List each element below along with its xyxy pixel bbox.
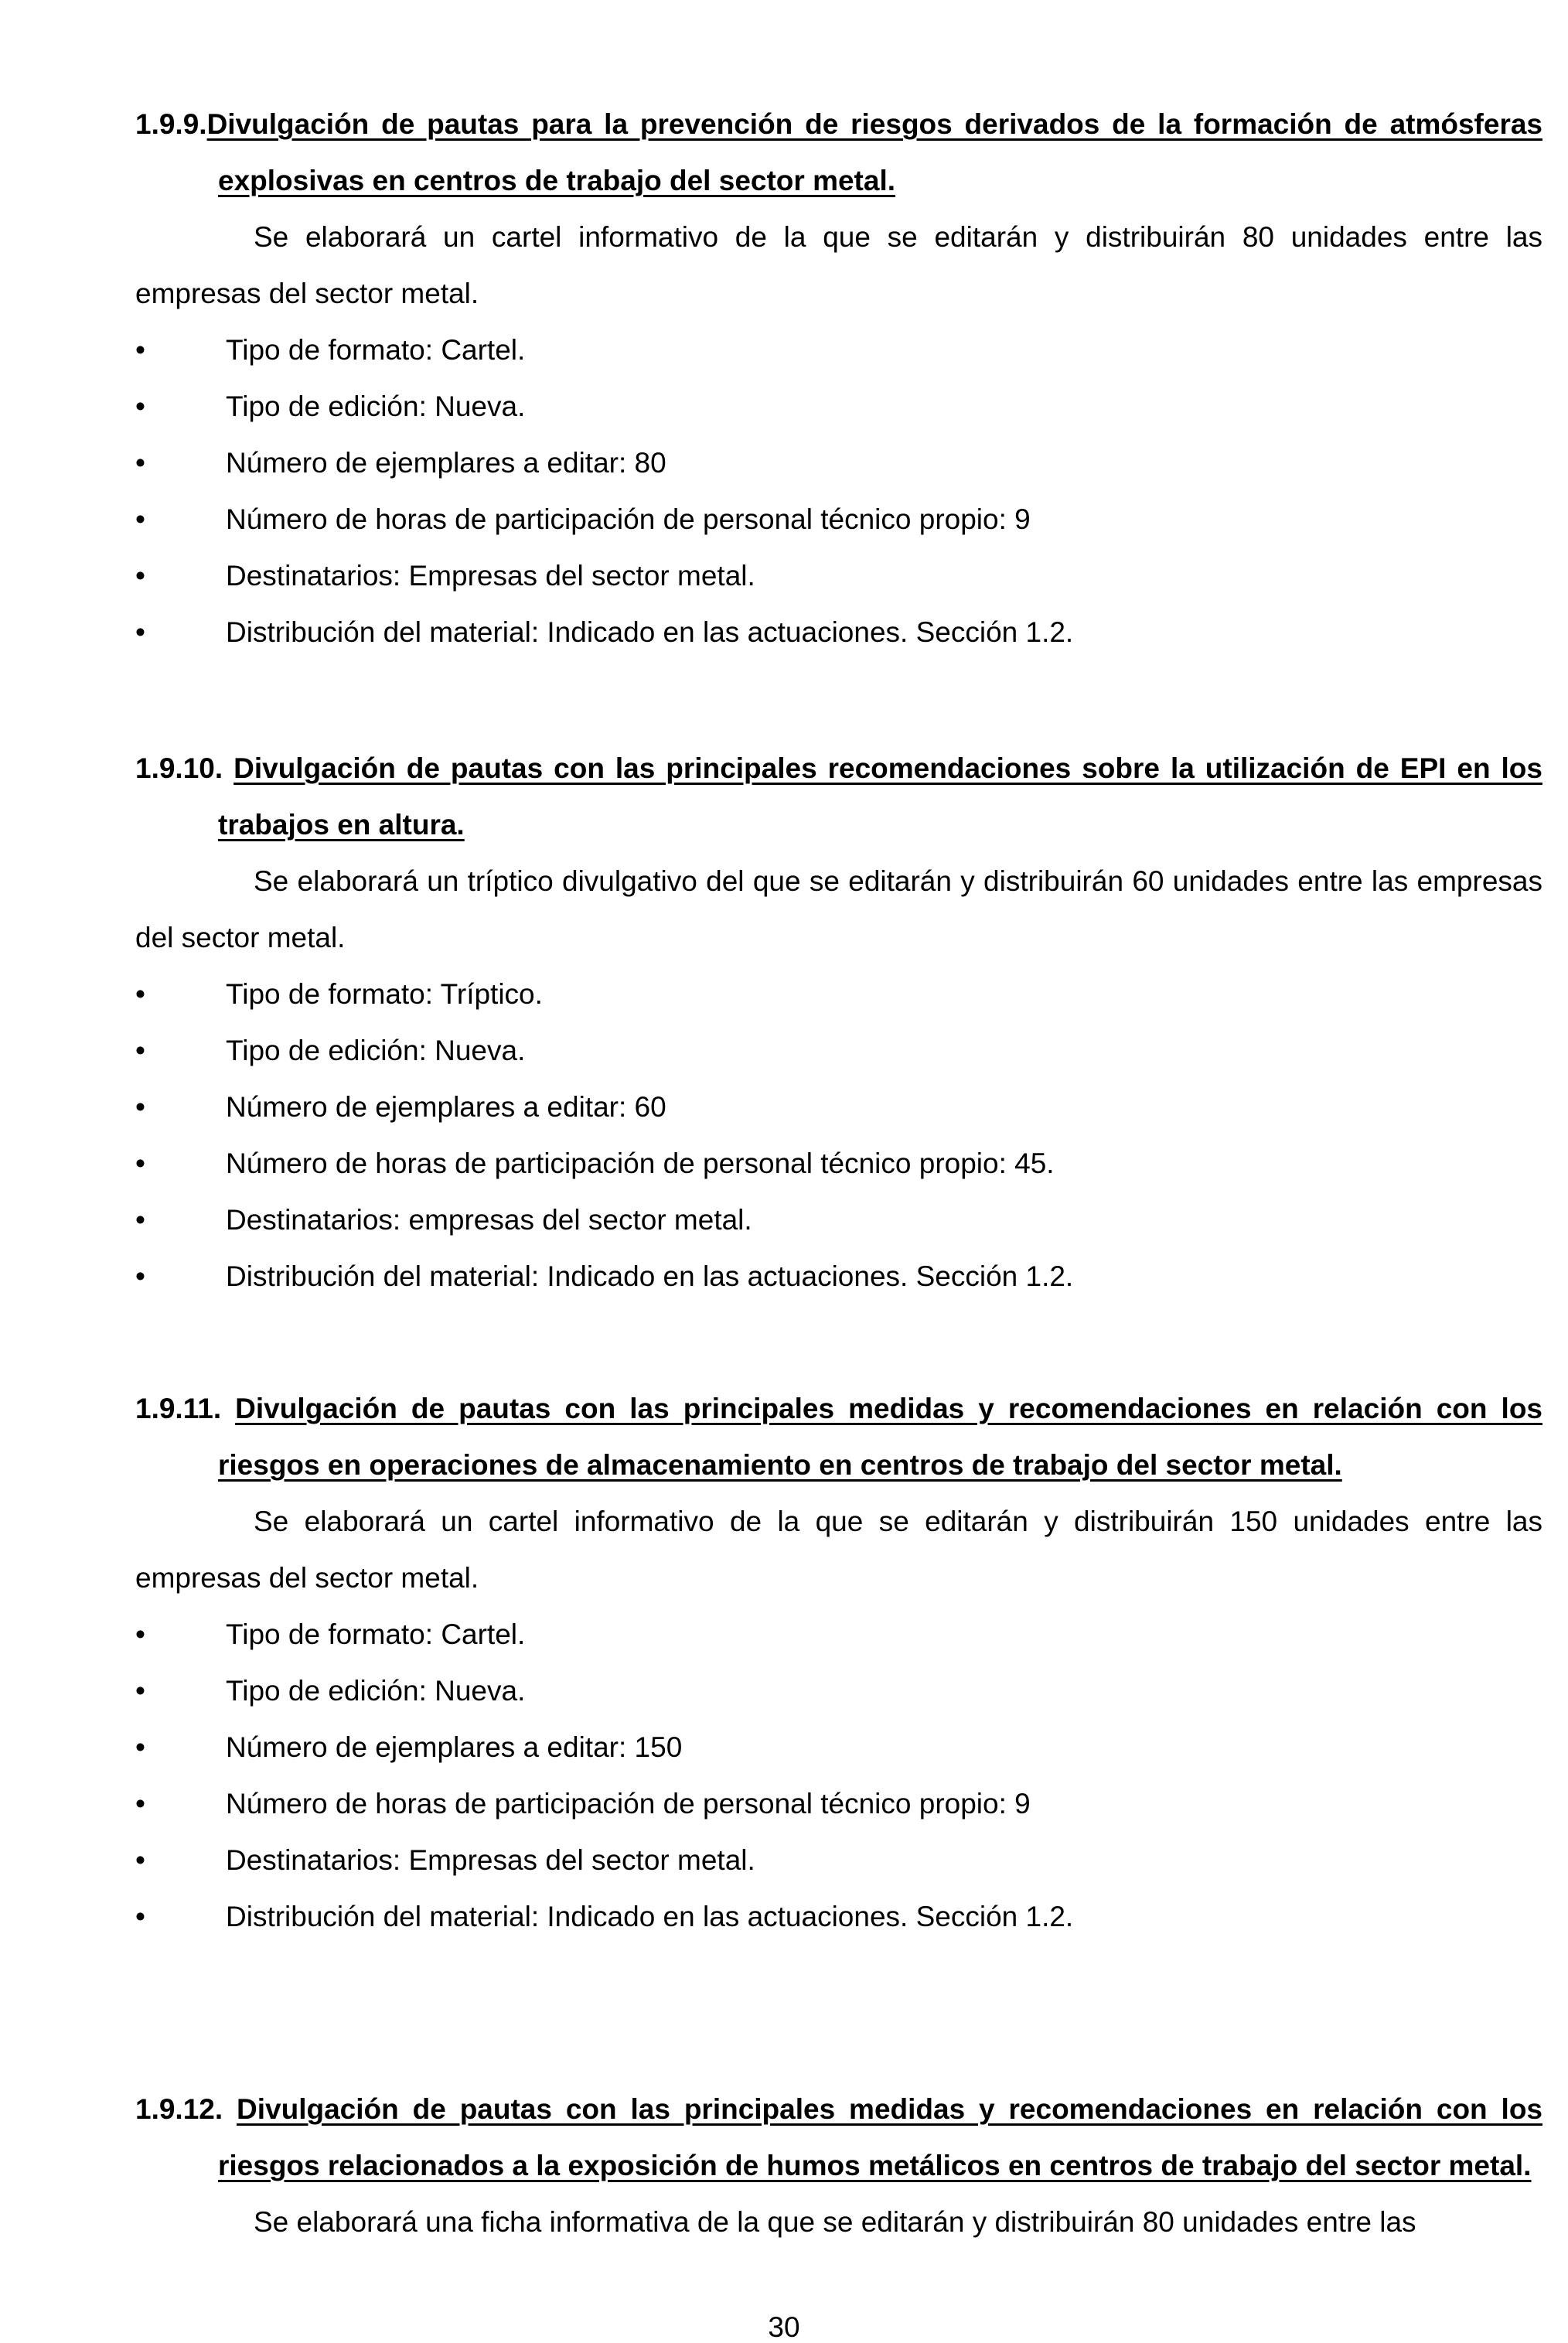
list-item: • Tipo de edición: Nueva. [135, 1022, 1542, 1079]
list-item: • Número de ejemplares a editar: 80 [135, 435, 1542, 491]
bullet-icon: • [135, 1035, 145, 1066]
bullet-icon: • [135, 447, 145, 479]
list-item: • Tipo de edición: Nueva. [135, 378, 1542, 435]
bullet-icon: • [135, 1260, 145, 1292]
bullet-icon: • [135, 560, 145, 592]
list-item: • Destinatarios: Empresas del sector metal. [135, 1832, 1542, 1888]
page-number: 30 [768, 2311, 800, 2343]
section-intro: Se elaborará un cartel informativo de la que se editarán y distribuirán 150 unidades entre las empresas del sector metal. [135, 1506, 1542, 1594]
bullet-icon: • [135, 1204, 145, 1236]
list-item: • Tipo de edición: Nueva. [135, 1663, 1542, 1719]
list-item: • Número de horas de participación de personal técnico propio: 45. [135, 1135, 1542, 1192]
section-intro: Se elaborará una ficha informativa de la que se editarán y distribuirán 80 unidades entre las [254, 2206, 1416, 2238]
list-item: • Número de ejemplares a editar: 150 [135, 1719, 1542, 1775]
bullet-icon: • [135, 334, 145, 366]
bullet-icon: • [135, 616, 145, 648]
section-heading [135, 96, 1542, 209]
bullet-icon: • [135, 1091, 145, 1123]
section-1-9-9 [135, 96, 1542, 660]
list-item: • Distribución del material: Indicado en las actuaciones. Sección 1.2. [135, 1888, 1542, 1945]
list-item: • Distribución del material: Indicado en las actuaciones. Sección 1.2. [135, 1248, 1542, 1305]
list-item: • Número de ejemplares a editar: 60 [135, 1079, 1542, 1135]
list-item: • Tipo de formato: Cartel. [135, 1606, 1542, 1663]
section-title: Divulgación de pautas con las principales medidas y recomendaciones en relación con los riesgos en operaciones de almacenamiento en centros de trabajo del sector metal. [218, 1393, 1542, 1481]
list-item: • Número de horas de participación de personal técnico propio: 9 [135, 491, 1542, 547]
bullet-icon: • [135, 1844, 145, 1876]
section-intro: Se elaborará un tríptico divulgativo del que se editarán y distribuirán 60 unidades entre las empresas del sector metal. [135, 865, 1542, 953]
list-item: • Destinatarios: empresas del sector metal. [135, 1192, 1542, 1248]
bullet-icon: • [135, 978, 145, 1010]
section-number: 1.9.10. [135, 752, 223, 784]
bullet-list [135, 966, 1542, 1305]
bullet-icon: • [135, 1788, 145, 1819]
bullet-icon: • [135, 1618, 145, 1650]
section-number: 1.9.11. [135, 1393, 222, 1424]
bullet-list [135, 1606, 1542, 1945]
section-1-9-10 [135, 740, 1542, 1305]
list-item: • Destinatarios: Empresas del sector metal. [135, 547, 1542, 604]
section-title: Divulgación de pautas con las principales medidas y recomendaciones en relación con los riesgos relacionados a la exposición de humos metálicos en centros de trabajo del sector metal. [218, 2093, 1543, 2181]
section-1-9-11 [135, 1380, 1542, 1945]
section-1-9-12 [135, 2081, 1542, 2250]
list-item: • Tipo de formato: Tríptico. [135, 966, 1542, 1022]
bullet-icon: • [135, 1731, 145, 1763]
section-heading [135, 1380, 1542, 1493]
bullet-list [135, 322, 1542, 660]
section-intro: Se elaborará un cartel informativo de la que se editarán y distribuirán 80 unidades entre las empresas del sector metal. [135, 221, 1542, 309]
bullet-icon: • [135, 503, 145, 535]
bullet-icon: • [135, 1148, 145, 1179]
list-item: • Distribución del material: Indicado en las actuaciones. Sección 1.2. [135, 604, 1542, 660]
section-heading [135, 740, 1542, 853]
section-heading [135, 2081, 1542, 2194]
bullet-icon: • [135, 1675, 145, 1707]
section-number: 1.9.12. [135, 2093, 223, 2125]
list-item: • Tipo de formato: Cartel. [135, 322, 1542, 378]
section-number: 1.9.9. [135, 108, 207, 140]
list-item: • Número de horas de participación de personal técnico propio: 9 [135, 1775, 1542, 1832]
bullet-icon: • [135, 1901, 145, 1932]
bullet-icon: • [135, 390, 145, 422]
section-title: Divulgación de pautas para la prevención de riesgos derivados de la formación de atmósferas explosivas en centros de trabajo del sector metal. [206, 108, 1542, 196]
section-title: Divulgación de pautas con las principales recomendaciones sobre la utilización de EPI en los trabajos en altura. [218, 752, 1542, 841]
